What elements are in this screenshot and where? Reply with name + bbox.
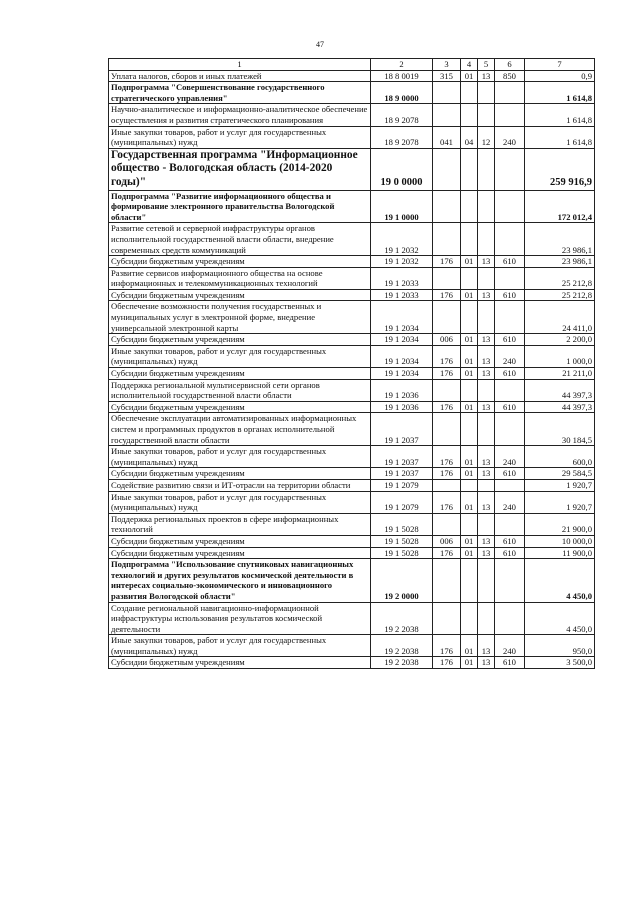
cell-code: 19 1 2037 [371, 468, 433, 480]
cell-name: Субсидии бюджетным учреждениям [109, 468, 371, 480]
cell-name: Поддержка региональных проектов в сфере информационных технологий [109, 513, 371, 535]
cell-pr [478, 267, 495, 289]
cell-pr [478, 479, 495, 491]
cell-code: 19 1 2037 [371, 446, 433, 468]
cell-vr: 240 [495, 345, 525, 367]
cell-code: 19 1 2034 [371, 334, 433, 346]
cell-vr: 610 [495, 401, 525, 413]
table-row [109, 379, 595, 401]
cell-amount: 1 920,7 [525, 479, 595, 491]
cell-pr: 13 [478, 70, 495, 82]
cell-ved: 006 [433, 334, 461, 346]
cell-rz: 01 [461, 256, 478, 268]
cell-ved: 176 [433, 547, 461, 559]
cell-name: Субсидии бюджетным учреждениям [109, 289, 371, 301]
header-cell: 7 [525, 59, 595, 71]
table-row [109, 468, 595, 480]
cell-vr [495, 223, 525, 256]
cell-name: Обеспечение эксплуатации автоматизированных информационных систем и программных продуктов в органах исполнительной государственной власти области [109, 413, 371, 446]
cell-name: Научно-аналитическое и информационно-аналитическое обеспечение осуществления и развития стратегического планирования [109, 104, 371, 126]
cell-pr: 13 [478, 256, 495, 268]
table-row [109, 446, 595, 468]
cell-rz: 01 [461, 368, 478, 380]
header-cell: 2 [371, 59, 433, 71]
header-cell: 4 [461, 59, 478, 71]
cell-pr [478, 379, 495, 401]
cell-code: 19 2 2038 [371, 635, 433, 657]
cell-code: 19 1 5028 [371, 535, 433, 547]
cell-amount: 172 012,4 [525, 190, 595, 223]
cell-name: Создание региональной навигационно-информационной инфраструктуры использования результатов космической деятельности [109, 602, 371, 635]
cell-vr: 610 [495, 289, 525, 301]
cell-rz [461, 223, 478, 256]
cell-pr: 12 [478, 126, 495, 148]
cell-amount: 24 411,0 [525, 301, 595, 334]
header-row [109, 59, 595, 71]
table-row [109, 190, 595, 223]
cell-rz [461, 602, 478, 635]
cell-amount: 21 900,0 [525, 513, 595, 535]
cell-ved: 176 [433, 491, 461, 513]
cell-rz [461, 82, 478, 104]
cell-ved: 041 [433, 126, 461, 148]
cell-rz [461, 190, 478, 223]
cell-code: 19 1 2033 [371, 267, 433, 289]
cell-ved [433, 148, 461, 190]
cell-amount: 259 916,9 [525, 148, 595, 190]
cell-ved: 176 [433, 345, 461, 367]
cell-ved: 176 [433, 635, 461, 657]
cell-amount: 25 212,8 [525, 289, 595, 301]
table-row [109, 301, 595, 334]
table-row [109, 513, 595, 535]
cell-ved [433, 301, 461, 334]
cell-name: Субсидии бюджетным учреждениям [109, 657, 371, 669]
cell-ved [433, 513, 461, 535]
cell-pr: 13 [478, 635, 495, 657]
cell-name: Поддержка региональной мультисервисной сети органов исполнительной государственной власти области [109, 379, 371, 401]
cell-pr [478, 148, 495, 190]
cell-name: Подпрограмма "Развитие информационного общества и формирование электронного правительства Вологодской области" [109, 190, 371, 223]
table-row [109, 289, 595, 301]
header-cell: 3 [433, 59, 461, 71]
cell-code: 19 1 2034 [371, 368, 433, 380]
header-cell: 1 [109, 59, 371, 71]
cell-pr [478, 602, 495, 635]
cell-pr [478, 104, 495, 126]
cell-ved: 176 [433, 657, 461, 669]
cell-name: Субсидии бюджетным учреждениям [109, 535, 371, 547]
table-row [109, 334, 595, 346]
cell-amount: 3 500,0 [525, 657, 595, 669]
cell-name: Развитие сервисов информационного общества на основе информационных и телекоммуникационных технологий [109, 267, 371, 289]
cell-pr: 13 [478, 535, 495, 547]
cell-pr: 13 [478, 289, 495, 301]
table-row [109, 401, 595, 413]
header-cell: 5 [478, 59, 495, 71]
cell-amount: 29 584,5 [525, 468, 595, 480]
cell-code: 19 1 2034 [371, 345, 433, 367]
cell-vr [495, 104, 525, 126]
cell-pr: 13 [478, 491, 495, 513]
table-row [109, 657, 595, 669]
cell-rz: 01 [461, 491, 478, 513]
cell-vr: 610 [495, 657, 525, 669]
cell-ved: 176 [433, 368, 461, 380]
table-row [109, 559, 595, 602]
table-row [109, 635, 595, 657]
cell-vr [495, 301, 525, 334]
table-row [109, 256, 595, 268]
cell-pr [478, 223, 495, 256]
cell-name: Развитие сетевой и серверной инфраструктуры органов исполнительной государственной власти области, внедрение современных средств коммуникаций [109, 223, 371, 256]
cell-vr [495, 267, 525, 289]
table-row [109, 104, 595, 126]
cell-ved [433, 379, 461, 401]
cell-name: Иные закупки товаров, работ и услуг для государственных (муниципальных) нужд [109, 126, 371, 148]
cell-code: 19 1 2034 [371, 301, 433, 334]
cell-name: Государственная программа "Информационное общество - Вологодская область (2014-2020 годы)" [109, 148, 371, 190]
cell-amount: 11 900,0 [525, 547, 595, 559]
cell-amount: 1 614,8 [525, 104, 595, 126]
cell-name: Субсидии бюджетным учреждениям [109, 401, 371, 413]
cell-amount: 23 986,1 [525, 223, 595, 256]
cell-ved: 315 [433, 70, 461, 82]
cell-code: 19 1 2032 [371, 256, 433, 268]
cell-amount: 1 920,7 [525, 491, 595, 513]
table-row [109, 491, 595, 513]
cell-amount: 1 000,0 [525, 345, 595, 367]
cell-name: Подпрограмма "Использование спутниковых навигационных технологий и других результатов космической деятельности в интересах социально-экономического и инновационного развития Вологодской области" [109, 559, 371, 602]
cell-code: 19 1 5028 [371, 513, 433, 535]
table-row [109, 82, 595, 104]
cell-pr: 13 [478, 468, 495, 480]
cell-rz: 01 [461, 289, 478, 301]
cell-rz [461, 413, 478, 446]
cell-code: 19 1 2079 [371, 479, 433, 491]
cell-ved [433, 82, 461, 104]
cell-pr [478, 413, 495, 446]
cell-ved: 176 [433, 401, 461, 413]
cell-amount: 4 450,0 [525, 559, 595, 602]
cell-code: 19 1 0000 [371, 190, 433, 223]
cell-code: 18 9 2078 [371, 104, 433, 126]
cell-rz: 01 [461, 635, 478, 657]
cell-amount: 10 000,0 [525, 535, 595, 547]
cell-vr [495, 148, 525, 190]
cell-name: Субсидии бюджетным учреждениям [109, 334, 371, 346]
cell-amount: 21 211,0 [525, 368, 595, 380]
table-row [109, 126, 595, 148]
cell-vr: 610 [495, 368, 525, 380]
cell-code: 19 1 2036 [371, 379, 433, 401]
cell-code: 19 2 0000 [371, 559, 433, 602]
cell-vr [495, 513, 525, 535]
cell-name: Субсидии бюджетным учреждениям [109, 368, 371, 380]
cell-rz [461, 148, 478, 190]
cell-rz [461, 267, 478, 289]
cell-rz [461, 301, 478, 334]
cell-vr [495, 602, 525, 635]
cell-amount: 23 986,1 [525, 256, 595, 268]
cell-vr: 610 [495, 256, 525, 268]
cell-vr [495, 190, 525, 223]
cell-amount: 2 200,0 [525, 334, 595, 346]
cell-rz [461, 379, 478, 401]
cell-rz [461, 479, 478, 491]
cell-pr: 13 [478, 446, 495, 468]
cell-code: 19 1 2032 [371, 223, 433, 256]
cell-amount: 1 614,8 [525, 126, 595, 148]
cell-vr: 240 [495, 446, 525, 468]
cell-ved: 176 [433, 468, 461, 480]
cell-code: 19 1 2079 [371, 491, 433, 513]
table-row [109, 267, 595, 289]
cell-rz: 01 [461, 657, 478, 669]
table-row [109, 148, 595, 190]
cell-amount: 44 397,3 [525, 401, 595, 413]
cell-ved [433, 267, 461, 289]
table-row [109, 547, 595, 559]
cell-vr: 240 [495, 491, 525, 513]
cell-vr [495, 479, 525, 491]
cell-vr: 610 [495, 547, 525, 559]
cell-code: 18 9 2078 [371, 126, 433, 148]
cell-ved [433, 104, 461, 126]
cell-ved: 176 [433, 289, 461, 301]
cell-ved [433, 223, 461, 256]
cell-ved [433, 479, 461, 491]
cell-code: 19 2 2038 [371, 657, 433, 669]
cell-pr: 13 [478, 345, 495, 367]
cell-rz [461, 559, 478, 602]
cell-code: 19 2 2038 [371, 602, 433, 635]
table-row [109, 70, 595, 82]
cell-code: 19 1 2037 [371, 413, 433, 446]
cell-ved [433, 559, 461, 602]
cell-name: Субсидии бюджетным учреждениям [109, 256, 371, 268]
cell-pr [478, 301, 495, 334]
cell-rz: 01 [461, 446, 478, 468]
cell-amount: 600,0 [525, 446, 595, 468]
cell-ved [433, 602, 461, 635]
cell-amount: 4 450,0 [525, 602, 595, 635]
cell-vr [495, 559, 525, 602]
cell-amount: 30 184,5 [525, 413, 595, 446]
cell-pr [478, 190, 495, 223]
cell-pr: 13 [478, 334, 495, 346]
cell-code: 19 1 2033 [371, 289, 433, 301]
cell-vr: 610 [495, 334, 525, 346]
cell-code: 19 0 0000 [371, 148, 433, 190]
cell-ved [433, 413, 461, 446]
cell-pr: 13 [478, 547, 495, 559]
cell-rz: 04 [461, 126, 478, 148]
cell-rz: 01 [461, 401, 478, 413]
cell-amount: 0,9 [525, 70, 595, 82]
cell-vr: 240 [495, 126, 525, 148]
cell-pr: 13 [478, 368, 495, 380]
cell-name: Обеспечение возможности получения государственных и муниципальных услуг в электронной форме, внедрение универсальной электронной карты [109, 301, 371, 334]
header-cell: 6 [495, 59, 525, 71]
cell-name: Подпрограмма "Совершенствование государственного стратегического управления" [109, 82, 371, 104]
cell-ved [433, 190, 461, 223]
cell-rz: 01 [461, 535, 478, 547]
cell-rz: 01 [461, 547, 478, 559]
cell-rz: 01 [461, 334, 478, 346]
page-number: 47 [316, 40, 324, 49]
cell-vr [495, 413, 525, 446]
cell-pr: 13 [478, 401, 495, 413]
cell-name: Иные закупки товаров, работ и услуг для государственных (муниципальных) нужд [109, 345, 371, 367]
table-row [109, 535, 595, 547]
cell-pr [478, 513, 495, 535]
cell-amount: 1 614,8 [525, 82, 595, 104]
cell-name: Иные закупки товаров, работ и услуг для государственных (муниципальных) нужд [109, 446, 371, 468]
cell-pr [478, 559, 495, 602]
cell-ved: 176 [433, 446, 461, 468]
cell-code: 18 8 0019 [371, 70, 433, 82]
cell-vr: 610 [495, 468, 525, 480]
cell-amount: 44 397,3 [525, 379, 595, 401]
cell-amount: 25 212,8 [525, 267, 595, 289]
cell-amount: 950,0 [525, 635, 595, 657]
cell-code: 18 9 0000 [371, 82, 433, 104]
cell-rz: 01 [461, 468, 478, 480]
cell-pr: 13 [478, 657, 495, 669]
cell-name: Уплата налогов, сборов и иных платежей [109, 70, 371, 82]
cell-name: Иные закупки товаров, работ и услуг для государственных (муниципальных) нужд [109, 491, 371, 513]
cell-vr: 610 [495, 535, 525, 547]
cell-vr [495, 379, 525, 401]
table-row [109, 413, 595, 446]
cell-ved: 006 [433, 535, 461, 547]
cell-name: Иные закупки товаров, работ и услуг для государственных (муниципальных) нужд [109, 635, 371, 657]
table-row [109, 479, 595, 491]
cell-ved: 176 [433, 256, 461, 268]
cell-code: 19 1 5028 [371, 547, 433, 559]
cell-vr: 240 [495, 635, 525, 657]
cell-code: 19 1 2036 [371, 401, 433, 413]
cell-rz [461, 104, 478, 126]
cell-vr [495, 82, 525, 104]
cell-name: Содействие развитию связи и ИТ-отрасли на территории области [109, 479, 371, 491]
table-row [109, 223, 595, 256]
cell-pr [478, 82, 495, 104]
table-row [109, 602, 595, 635]
table-row [109, 368, 595, 380]
cell-name: Субсидии бюджетным учреждениям [109, 547, 371, 559]
cell-rz: 01 [461, 345, 478, 367]
table-row [109, 345, 595, 367]
cell-rz [461, 513, 478, 535]
budget-table [108, 58, 595, 669]
cell-vr: 850 [495, 70, 525, 82]
cell-rz: 01 [461, 70, 478, 82]
